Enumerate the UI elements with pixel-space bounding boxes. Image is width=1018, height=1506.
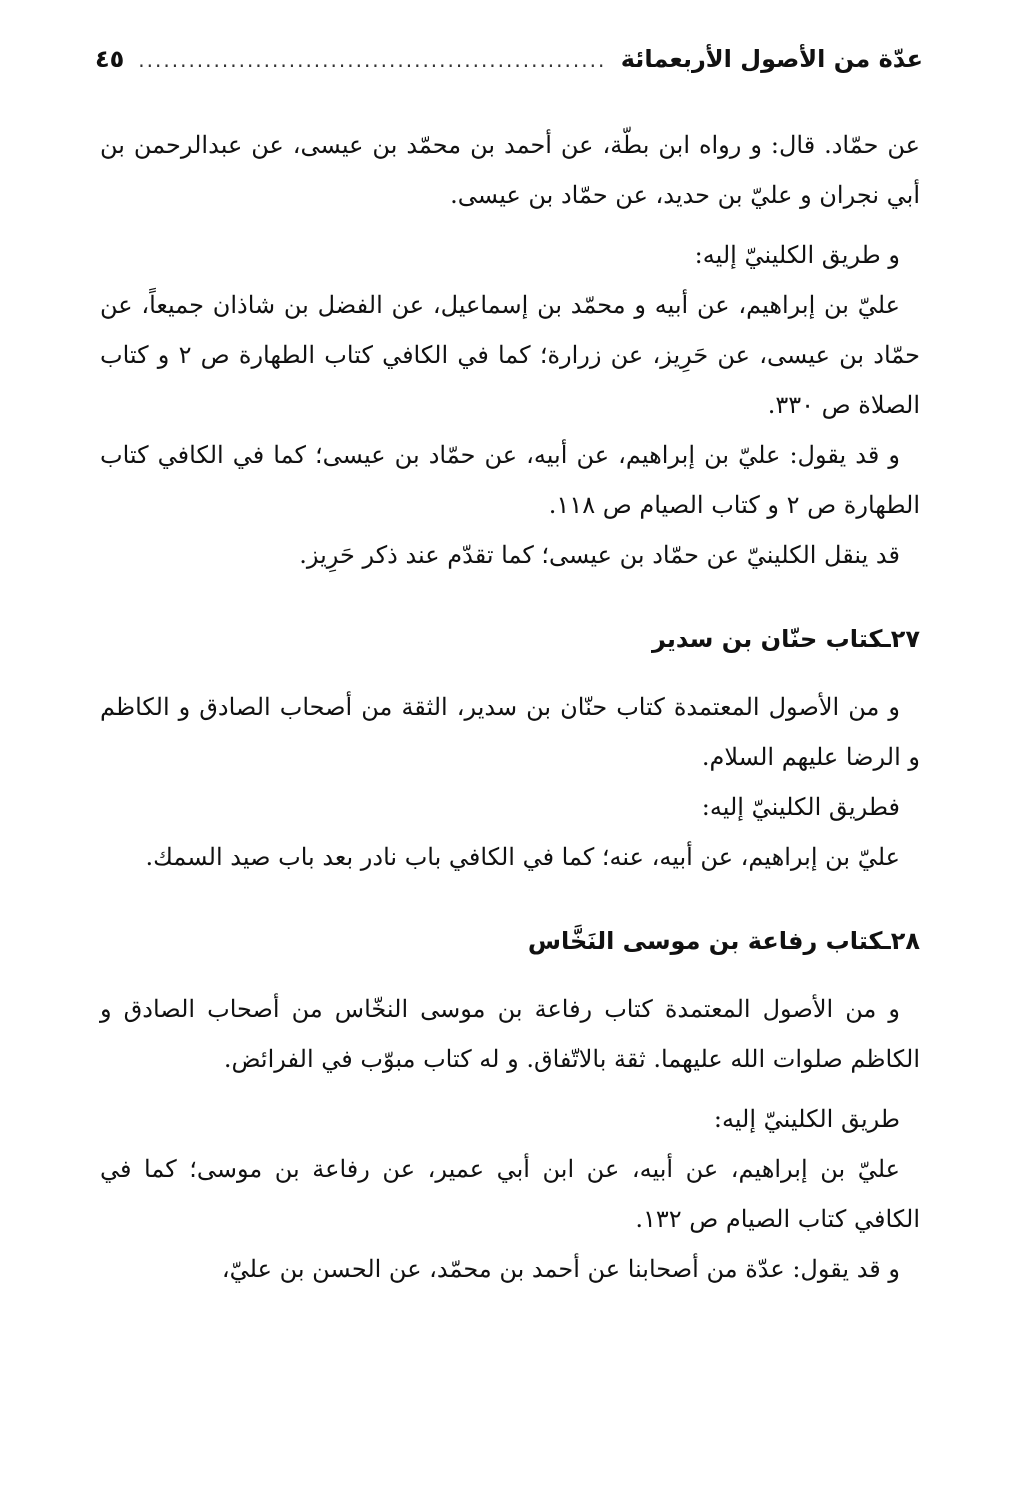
paragraph: عليّ بن إبراهيم، عن أبيه، عن ابن أبي عمير، عن رفاعة بن موسى؛ كما في الكافي كتاب الصيام ص ١٣٢. [100,1155,920,1233]
page-body [100,120,920,1294]
header-leader-dots [138,48,606,72]
route-label: طريق الكلينيّ إليه: [713,1105,900,1133]
running-header [95,45,923,95]
paragraph: و من الأصول المعتمدة كتاب رفاعة بن موسى النخّاس من أصحاب الصادق و الكاظم صلوات الله عليهما. ثقة بالاتّفاق. و له كتاب مبوّب في الفرائض. [100,995,920,1073]
paragraph: عليّ بن إبراهيم، عن أبيه و محمّد بن إسماعيل، عن الفضل بن شاذان جميعاً، عن حمّاد بن عيسى، عن حَرِيز، عن زرارة؛ كما في الكافي كتاب الطهارة ص ٢ و كتاب الصلاة ص ٣٣٠. [100,291,920,419]
route-label: و طريق الكلينيّ إليه: [694,241,900,269]
paragraph: قد ينقل الكلينيّ عن حمّاد بن عيسى؛ كما تقدّم عند ذكر حَرِيز. [299,541,900,569]
header-title: عدّة من الأصول الأربعمائة [620,45,923,73]
section-heading: ٢٧ـكتاب حنّان بن سدير [651,625,920,653]
paragraph: و قد يقول: عدّة من أصحابنا عن أحمد بن محمّد، عن الحسن بن عليّ، [221,1255,900,1283]
paragraph: عن حمّاد. قال: و رواه ابن بطّة، عن أحمد بن محمّد بن عيسى، عن عبدالرحمن بن أبي نجران و عليّ بن حديد، عن حمّاد بن عيسى. [100,131,920,209]
paragraph: و من الأصول المعتمدة كتاب حنّان بن سدير، الثقة من أصحاب الصادق و الكاظم و الرضا عليهم السلام. [100,693,920,771]
paragraph: و قد يقول: عليّ بن إبراهيم، عن أبيه، عن حمّاد بن عيسى؛ كما في الكافي كتاب الطهارة ص ٢ و كتاب الصيام ص ١١٨. [100,441,920,519]
route-label: فطريق الكلينيّ إليه: [701,793,900,821]
section-heading: ٢٨ـكتاب رفاعة بن موسى النَخَّاس [527,927,920,955]
paragraph: عليّ بن إبراهيم، عن أبيه، عنه؛ كما في الكافي باب نادر بعد باب صيد السمك. [145,843,900,871]
page-number: ٤٥ [95,45,125,73]
